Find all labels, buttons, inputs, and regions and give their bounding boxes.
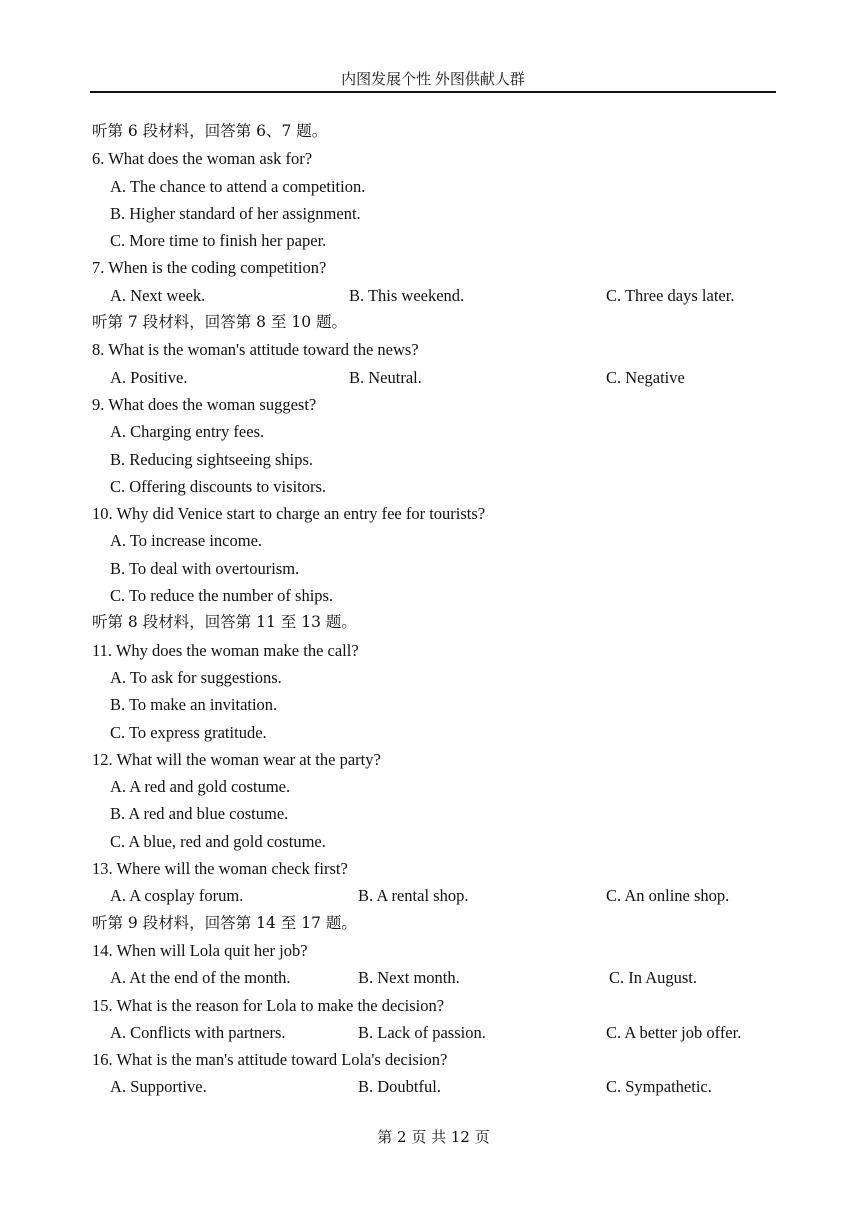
option-b: B. A rental shop.: [358, 886, 469, 906]
option-b: B. To make an invitation.: [110, 695, 278, 715]
option-row: [92, 364, 782, 391]
question-stem: 10. Why did Venice start to charge an entry fee for tourists?: [92, 504, 486, 524]
question-stem: 16. What is the man's attitude toward Lola's decision?: [92, 1050, 448, 1070]
option-b: B. Next month.: [358, 968, 460, 988]
exam-content: [92, 118, 782, 1101]
section-heading: 听第 9 段材料，回答第 14 至 17 题。: [92, 913, 357, 932]
question-stem: 12. What will the woman wear at the party?: [92, 749, 381, 769]
option-a: A. Supportive.: [110, 1077, 207, 1097]
option-row: [92, 1019, 782, 1046]
option-row: [92, 282, 782, 309]
question-stem: 13. Where will the woman check first?: [92, 859, 348, 879]
option-a: A. To ask for suggestions.: [110, 667, 282, 687]
option-a: A. Next week.: [110, 285, 206, 305]
option-row: [92, 964, 782, 991]
option-b: B. A red and blue costume.: [110, 804, 289, 824]
option-a: A. Conflicts with partners.: [110, 1022, 286, 1042]
option-b: B. Doubtful.: [358, 1077, 441, 1097]
option-c: C. Negative: [606, 367, 685, 387]
option-c: C. More time to finish her paper.: [110, 231, 327, 251]
option-a: A. A red and gold costume.: [110, 777, 291, 797]
question-stem: 15. What is the reason for Lola to make the decision?: [92, 995, 445, 1015]
question-stem: 6. What does the woman ask for?: [92, 149, 313, 169]
question-stem: 8. What is the woman's attitude toward the news?: [92, 340, 419, 360]
option-a: A. The chance to attend a competition.: [110, 176, 366, 196]
option-b: B. Higher standard of her assignment.: [110, 203, 361, 223]
option-c: C. Three days later.: [606, 285, 735, 305]
option-b: B. Reducing sightseeing ships.: [110, 449, 314, 469]
option-b: B. This weekend.: [349, 285, 465, 305]
header-rule: [90, 91, 776, 93]
option-b: B. To deal with overtourism.: [110, 558, 300, 578]
option-c: C. To reduce the number of ships.: [110, 586, 334, 606]
page-footer: 第 2 页 共 12 页: [377, 1128, 490, 1146]
option-c: C. Sympathetic.: [606, 1077, 712, 1097]
option-c: C. Offering discounts to visitors.: [110, 476, 327, 496]
option-row: [92, 882, 782, 909]
option-c: C. In August.: [609, 968, 698, 988]
option-row: [92, 1073, 782, 1100]
question-stem: 11. Why does the woman make the call?: [92, 640, 359, 660]
option-b: B. Lack of passion.: [358, 1022, 486, 1042]
option-c: C. A blue, red and gold costume.: [110, 831, 326, 851]
option-c: C. An online shop.: [606, 886, 730, 906]
option-a: A. Charging entry fees.: [110, 422, 265, 442]
question-stem: 7. When is the coding competition?: [92, 258, 327, 278]
option-a: A. To increase income.: [110, 531, 263, 551]
section-heading: 听第 8 段材料，回答第 11 至 13 题。: [92, 613, 357, 632]
option-c: C. A better job offer.: [606, 1022, 742, 1042]
option-a: A. Positive.: [110, 367, 188, 387]
option-a: A. A cosplay forum.: [110, 886, 244, 906]
option-c: C. To express gratitude.: [110, 722, 267, 742]
page-header: 内图发展个性 外图供献人群: [341, 72, 525, 88]
question-stem: 14. When will Lola quit her job?: [92, 940, 308, 960]
option-a: A. At the end of the month.: [110, 968, 291, 988]
section-heading: 听第 7 段材料，回答第 8 至 10 题。: [92, 313, 348, 332]
option-b: B. Neutral.: [349, 367, 422, 387]
question-stem: 9. What does the woman suggest?: [92, 394, 317, 414]
section-heading: 听第 6 段材料，回答第 6、7 题。: [92, 122, 328, 140]
